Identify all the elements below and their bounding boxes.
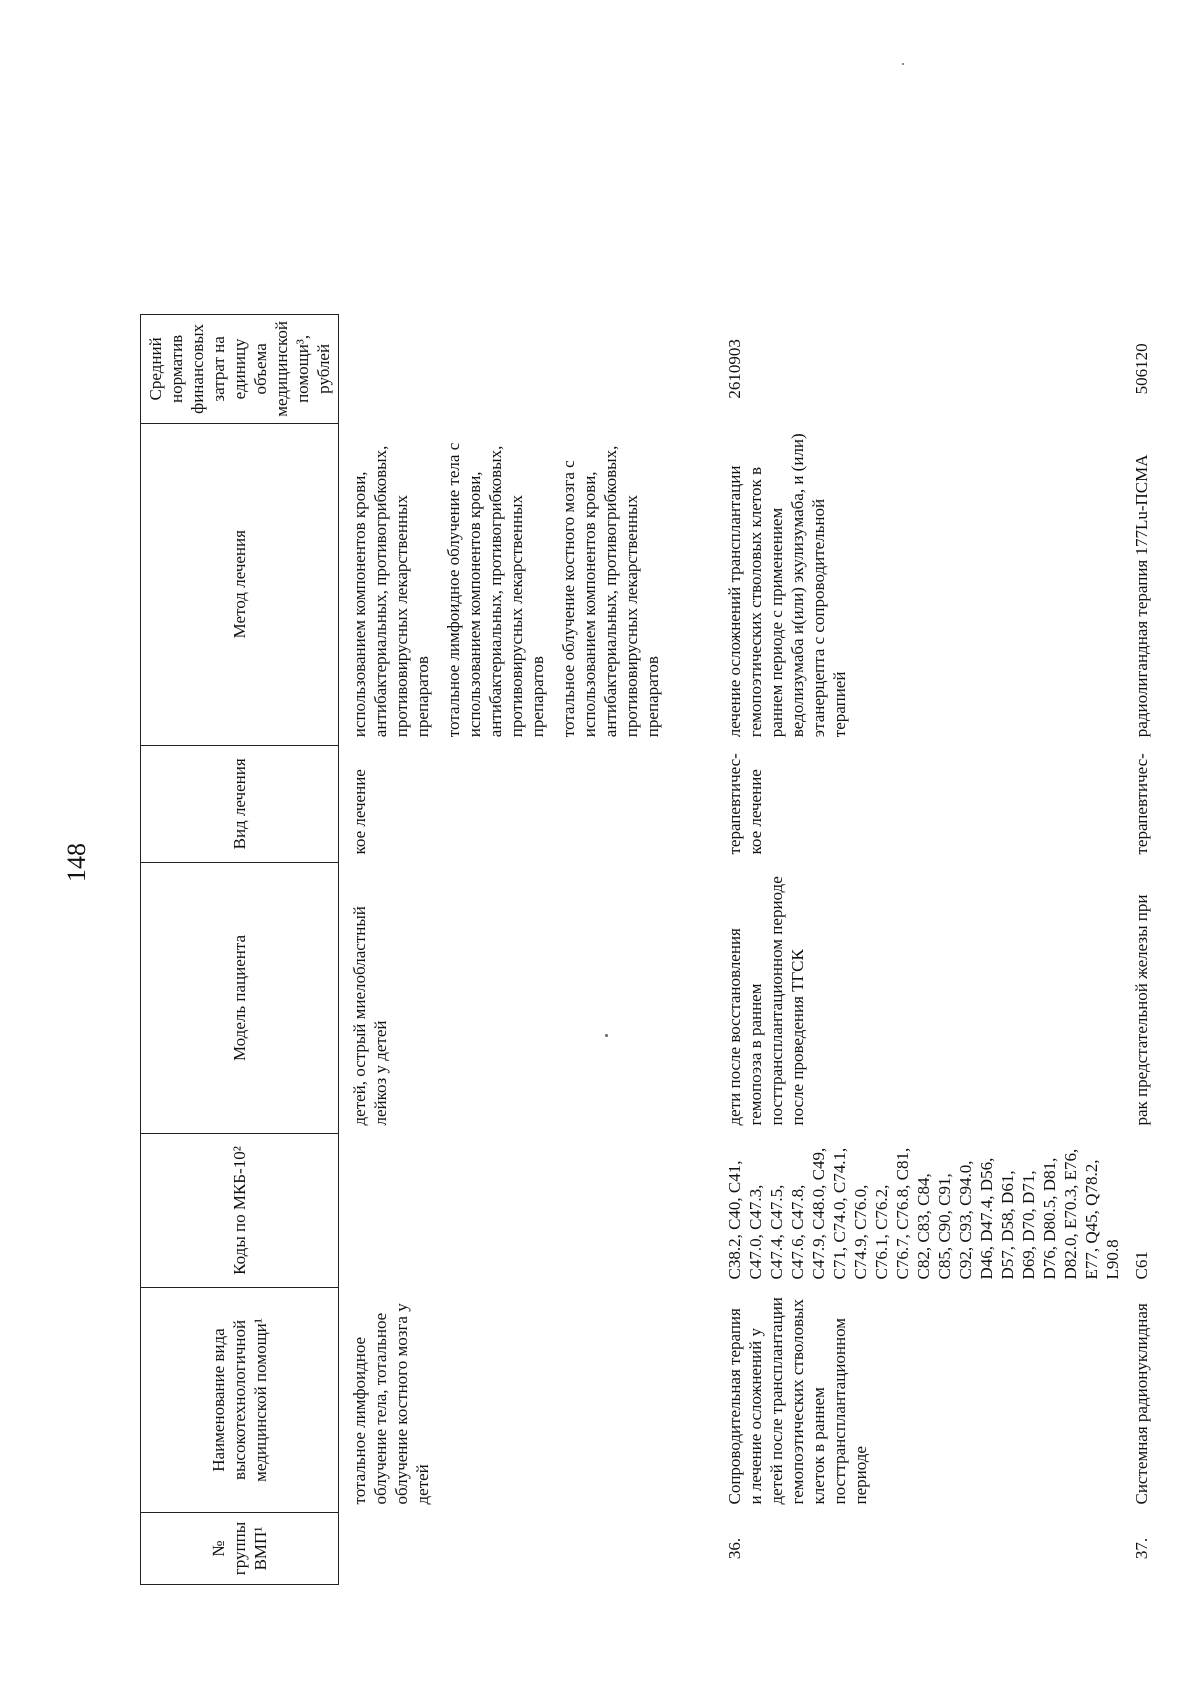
- vmp-name: тотальное лимфоидное облучение тела, тотальное облучение костного мозга у детей: [350, 1303, 432, 1505]
- cost-value: 2610903: [724, 339, 744, 399]
- method-cell: [339, 423, 714, 745]
- patient-model: дети после восстановления гемопоэза в раннем посттрансплантационном периоде после проведения ТГСК: [724, 876, 807, 1126]
- header-patient-model: Модель пациента: [141, 863, 339, 1134]
- group-number: [339, 1513, 714, 1585]
- method-text: тотальное облучение костного мозга с использованием компонентов крови, антибактериальных, противогрибковых, противовирусных лекарственных препаратов: [559, 445, 662, 738]
- group-number: 36.: [724, 1537, 744, 1560]
- page-number: 148: [62, 843, 91, 882]
- treatment-type: терапевтичес-: [1131, 753, 1151, 855]
- header-icd-codes: Коды по МКБ-10²: [141, 1134, 339, 1288]
- method-text: использованием компонентов крови, антибактериальных, противогрибковых, противовирусных лекарственных препаратов: [350, 445, 432, 738]
- patient-model: рак предстательной железы при: [1131, 894, 1151, 1126]
- vmp-table: [140, 314, 1152, 1585]
- method-cell: [714, 423, 1123, 745]
- header-cost: Средний норматив финансовых затрат на единицу объема медицинской помощи³, рублей: [141, 315, 339, 424]
- vmp-name: Системная радионуклидная: [1131, 1303, 1151, 1505]
- table-header-row: [141, 315, 339, 1585]
- vmp-name: Сопроводительная терапия и лечение осложнений у детей после трансплантации гемопоэтических стволовых клеток в раннем посттрансплантационном периоде: [724, 1297, 870, 1505]
- method-text: лечение осложнений трансплантации гемопоэтических стволовых клеток в раннем периоде с применением ведолизумаба и(или) экулизумаба, и (или) этанерцепта с сопроводительной терапией: [724, 433, 849, 738]
- header-method: Метод лечения: [141, 423, 339, 745]
- icd-codes: C61: [1131, 1251, 1151, 1280]
- cost-value: 506120: [1131, 343, 1151, 395]
- method-text: радиолигандная терапия 177Lu-ПСМА: [1131, 454, 1151, 738]
- table-row: [339, 315, 714, 1585]
- cost-value: [339, 315, 714, 424]
- treatment-type: кое лечение: [350, 769, 369, 855]
- group-number: 37.: [1131, 1537, 1151, 1560]
- method-cell: [1123, 423, 1152, 745]
- treatment-type: терапевтичес-кое лечение: [724, 753, 765, 855]
- scan-speck: [605, 1034, 608, 1037]
- scan-speck: [902, 63, 904, 65]
- icd-codes: [339, 1134, 714, 1288]
- table-row: [714, 315, 1123, 1585]
- icd-codes: C38.2, C40, C41, C47.0, C47.3, C47.4, C47.5, C47.6, C47.8, C47.9, C48.0, C49, C71, C74.0, C74.1, C74.9, C76.0, C76.1, C76.2, C76.7, C76.8, C81, C82, C83, C84, C85, C90, C91, C92, C93, C94.0, D46, D47.4, D56, D57, D58, D61, D69, D70, D71, D76, D80.5, D81, D82.0, E70.3, E76, E77, Q45, Q78.2, L90.8: [724, 1147, 1122, 1280]
- header-name: Наименование вида высокотехнологичной медицинской помощи¹: [141, 1288, 339, 1513]
- header-group-no: № группы ВМП¹: [141, 1513, 339, 1585]
- header-treatment-type: Вид лечения: [141, 745, 339, 862]
- method-text: тотальное лимфоидное облучение тела с использованием компонентов крови, антибактериальных, противогрибковых, противовирусных лекарственных препаратов: [444, 442, 547, 738]
- patient-model: детей, острый миелобластный лейкоз у детей: [350, 906, 390, 1126]
- table-row: [1123, 315, 1152, 1585]
